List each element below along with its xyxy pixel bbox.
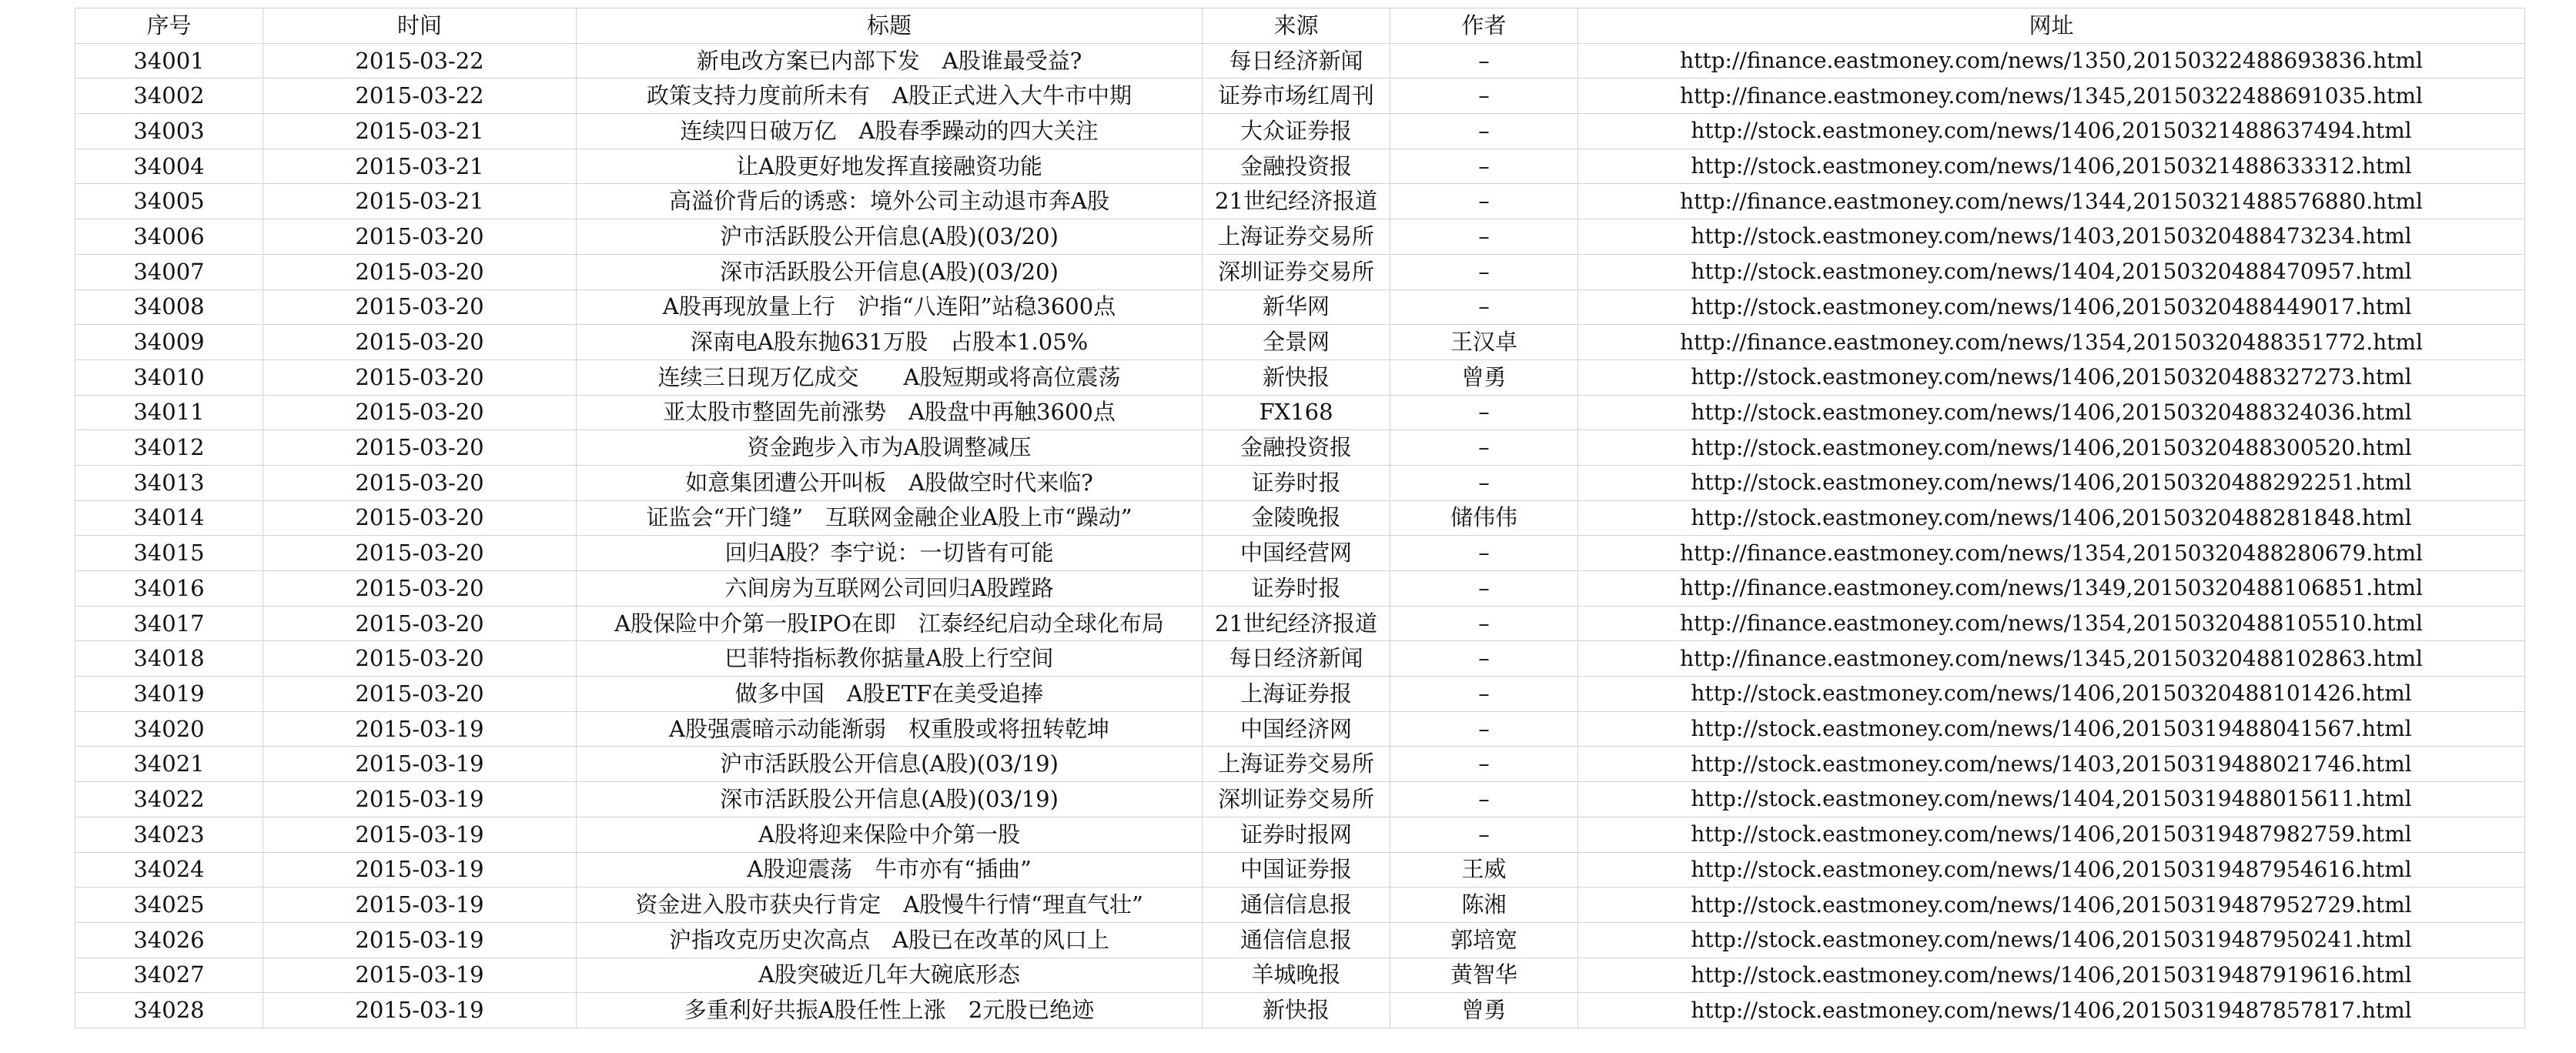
cell-time: 2015-03-21	[263, 114, 577, 149]
cell-author: 黄智华	[1390, 958, 1578, 993]
header-source: 来源	[1203, 8, 1390, 44]
cell-url: http://stock.eastmoney.com/news/1406,20150319488041567.html	[1578, 711, 2525, 747]
table-row	[75, 289, 2525, 325]
cell-id: 34006	[75, 219, 263, 255]
cell-source: 新快报	[1203, 993, 1390, 1028]
cell-url: http://stock.eastmoney.com/news/1406,20150320488292251.html	[1578, 465, 2525, 500]
table-row	[75, 219, 2525, 255]
cell-time: 2015-03-19	[263, 817, 577, 852]
table-row	[75, 536, 2525, 571]
table-row	[75, 852, 2525, 888]
cell-url: http://stock.eastmoney.com/news/1404,20150319488015611.html	[1578, 782, 2525, 817]
cell-author: –	[1390, 254, 1578, 289]
header-title: 标题	[577, 8, 1203, 44]
cell-title: 沪市活跃股公开信息(A股)(03/20)	[577, 219, 1203, 255]
cell-url: http://finance.eastmoney.com/news/1349,20150320488106851.html	[1578, 571, 2525, 607]
cell-time: 2015-03-20	[263, 430, 577, 466]
table-row	[75, 359, 2525, 395]
cell-url: http://stock.eastmoney.com/news/1406,20150321488637494.html	[1578, 114, 2525, 149]
cell-author: 陈湘	[1390, 888, 1578, 923]
cell-id: 34011	[75, 395, 263, 430]
cell-title: 多重利好共振A股任性上涨 2元股已绝迹	[577, 993, 1203, 1028]
cell-id: 34020	[75, 711, 263, 747]
cell-author: 王汉卓	[1390, 325, 1578, 360]
table-row	[75, 184, 2525, 219]
cell-url: http://finance.eastmoney.com/news/1354,20150320488280679.html	[1578, 536, 2525, 571]
cell-time: 2015-03-21	[263, 184, 577, 219]
cell-source: 证券时报	[1203, 571, 1390, 607]
cell-id: 34024	[75, 852, 263, 888]
cell-url: http://finance.eastmoney.com/news/1354,20150320488105510.html	[1578, 606, 2525, 641]
table-row	[75, 43, 2525, 79]
cell-id: 34017	[75, 606, 263, 641]
cell-time: 2015-03-20	[263, 219, 577, 255]
cell-source: 深圳证券交易所	[1203, 254, 1390, 289]
cell-url: http://stock.eastmoney.com/news/1403,20150320488473234.html	[1578, 219, 2525, 255]
cell-time: 2015-03-20	[263, 641, 577, 677]
cell-title: 连续四日破万亿 A股春季躁动的四大关注	[577, 114, 1203, 149]
cell-author: –	[1390, 149, 1578, 184]
cell-id: 34005	[75, 184, 263, 219]
header-url: 网址	[1578, 8, 2525, 44]
header-time: 时间	[263, 8, 577, 44]
cell-url: http://stock.eastmoney.com/news/1406,20150319487919616.html	[1578, 958, 2525, 993]
cell-title: 连续三日现万亿成交 A股短期或将高位震荡	[577, 359, 1203, 395]
cell-author: –	[1390, 465, 1578, 500]
cell-url: http://stock.eastmoney.com/news/1406,20150319487952729.html	[1578, 888, 2525, 923]
cell-id: 34002	[75, 79, 263, 114]
cell-author: 曾勇	[1390, 993, 1578, 1028]
cell-id: 34014	[75, 500, 263, 536]
cell-title: A股强震暗示动能渐弱 权重股或将扭转乾坤	[577, 711, 1203, 747]
cell-source: FX168	[1203, 395, 1390, 430]
cell-title: 回归A股？李宁说：一切皆有可能	[577, 536, 1203, 571]
cell-author: 曾勇	[1390, 359, 1578, 395]
table-row	[75, 817, 2525, 852]
cell-id: 34018	[75, 641, 263, 677]
cell-id: 34026	[75, 922, 263, 958]
cell-title: 沪市活跃股公开信息(A股)(03/19)	[577, 747, 1203, 782]
cell-id: 34004	[75, 149, 263, 184]
table-row	[75, 395, 2525, 430]
cell-id: 34016	[75, 571, 263, 607]
cell-time: 2015-03-20	[263, 465, 577, 500]
cell-source: 金融投资报	[1203, 430, 1390, 466]
cell-id: 34025	[75, 888, 263, 923]
cell-author: 王威	[1390, 852, 1578, 888]
cell-id: 34003	[75, 114, 263, 149]
cell-url: http://stock.eastmoney.com/news/1406,20150320488327273.html	[1578, 359, 2525, 395]
cell-author: –	[1390, 289, 1578, 325]
cell-time: 2015-03-19	[263, 993, 577, 1028]
cell-source: 上海证券交易所	[1203, 747, 1390, 782]
cell-source: 上海证券交易所	[1203, 219, 1390, 255]
cell-url: http://stock.eastmoney.com/news/1406,20150319487857817.html	[1578, 993, 2525, 1028]
table-row	[75, 958, 2525, 993]
cell-author: –	[1390, 817, 1578, 852]
cell-time: 2015-03-19	[263, 711, 577, 747]
cell-title: A股将迎来保险中介第一股	[577, 817, 1203, 852]
cell-id: 34019	[75, 677, 263, 712]
cell-source: 新华网	[1203, 289, 1390, 325]
cell-title: 如意集团遭公开叫板 A股做空时代来临?	[577, 465, 1203, 500]
table-row	[75, 571, 2525, 607]
cell-time: 2015-03-19	[263, 922, 577, 958]
table-body	[75, 43, 2525, 1028]
table-row	[75, 993, 2525, 1028]
cell-source: 上海证券报	[1203, 677, 1390, 712]
cell-url: http://stock.eastmoney.com/news/1406,20150320488281848.html	[1578, 500, 2525, 536]
table-row	[75, 888, 2525, 923]
table-row	[75, 430, 2525, 466]
cell-source: 21世纪经济报道	[1203, 606, 1390, 641]
cell-author: –	[1390, 711, 1578, 747]
cell-source: 通信信息报	[1203, 888, 1390, 923]
cell-source: 21世纪经济报道	[1203, 184, 1390, 219]
cell-time: 2015-03-20	[263, 395, 577, 430]
cell-id: 34022	[75, 782, 263, 817]
cell-time: 2015-03-19	[263, 888, 577, 923]
table-row	[75, 149, 2525, 184]
cell-url: http://stock.eastmoney.com/news/1406,20150320488324036.html	[1578, 395, 2525, 430]
cell-id: 34012	[75, 430, 263, 466]
table-row	[75, 79, 2525, 114]
cell-title: 做多中国 A股ETF在美受追捧	[577, 677, 1203, 712]
cell-time: 2015-03-20	[263, 325, 577, 360]
cell-time: 2015-03-20	[263, 289, 577, 325]
cell-time: 2015-03-20	[263, 500, 577, 536]
cell-author: –	[1390, 536, 1578, 571]
cell-url: http://stock.eastmoney.com/news/1403,20150319488021746.html	[1578, 747, 2525, 782]
cell-id: 34010	[75, 359, 263, 395]
cell-title: 资金进入股市获央行肯定 A股慢牛行情“理直气壮”	[577, 888, 1203, 923]
cell-id: 34009	[75, 325, 263, 360]
cell-time: 2015-03-20	[263, 677, 577, 712]
cell-author: 郭培宽	[1390, 922, 1578, 958]
cell-id: 34021	[75, 747, 263, 782]
cell-id: 34015	[75, 536, 263, 571]
cell-title: A股突破近几年大碗底形态	[577, 958, 1203, 993]
cell-source: 深圳证券交易所	[1203, 782, 1390, 817]
cell-url: http://finance.eastmoney.com/news/1345,20150322488691035.html	[1578, 79, 2525, 114]
cell-time: 2015-03-20	[263, 606, 577, 641]
cell-time: 2015-03-20	[263, 359, 577, 395]
cell-title: 亚太股市整固先前涨势 A股盘中再触3600点	[577, 395, 1203, 430]
cell-time: 2015-03-19	[263, 852, 577, 888]
cell-title: A股迎震荡 牛市亦有“插曲”	[577, 852, 1203, 888]
cell-title: 资金跑步入市为A股调整减压	[577, 430, 1203, 466]
cell-time: 2015-03-20	[263, 254, 577, 289]
cell-source: 证券时报	[1203, 465, 1390, 500]
cell-source: 羊城晚报	[1203, 958, 1390, 993]
cell-author: –	[1390, 641, 1578, 677]
cell-title: 深市活跃股公开信息(A股)(03/19)	[577, 782, 1203, 817]
cell-title: 沪指攻克历史次高点 A股已在改革的风口上	[577, 922, 1203, 958]
cell-title: 政策支持力度前所未有 A股正式进入大牛市中期	[577, 79, 1203, 114]
header-id: 序号	[75, 8, 263, 44]
cell-author: –	[1390, 395, 1578, 430]
cell-source: 中国证券报	[1203, 852, 1390, 888]
cell-source: 通信信息报	[1203, 922, 1390, 958]
cell-id: 34027	[75, 958, 263, 993]
cell-source: 中国经济网	[1203, 711, 1390, 747]
cell-id: 34001	[75, 43, 263, 79]
cell-time: 2015-03-22	[263, 79, 577, 114]
cell-author: –	[1390, 79, 1578, 114]
cell-source: 新快报	[1203, 359, 1390, 395]
cell-url: http://stock.eastmoney.com/news/1406,20150319487954616.html	[1578, 852, 2525, 888]
cell-source: 每日经济新闻	[1203, 641, 1390, 677]
cell-title: 巴菲特指标教你掂量A股上行空间	[577, 641, 1203, 677]
news-table	[75, 8, 2525, 1028]
cell-author: –	[1390, 184, 1578, 219]
table-row	[75, 500, 2525, 536]
cell-title: 深市活跃股公开信息(A股)(03/20)	[577, 254, 1203, 289]
cell-id: 34007	[75, 254, 263, 289]
cell-source: 证券市场红周刊	[1203, 79, 1390, 114]
table-row	[75, 465, 2525, 500]
cell-time: 2015-03-19	[263, 782, 577, 817]
cell-title: A股再现放量上行 沪指“八连阳”站稳3600点	[577, 289, 1203, 325]
cell-url: http://finance.eastmoney.com/news/1344,20150321488576880.html	[1578, 184, 2525, 219]
table-row	[75, 606, 2525, 641]
cell-title: 新电改方案已内部下发 A股谁最受益?	[577, 43, 1203, 79]
table-row	[75, 254, 2525, 289]
cell-author: –	[1390, 782, 1578, 817]
cell-time: 2015-03-22	[263, 43, 577, 79]
cell-url: http://stock.eastmoney.com/news/1406,20150320488101426.html	[1578, 677, 2525, 712]
cell-url: http://stock.eastmoney.com/news/1406,20150319487982759.html	[1578, 817, 2525, 852]
cell-url: http://stock.eastmoney.com/news/1406,20150319487950241.html	[1578, 922, 2525, 958]
cell-source: 大众证券报	[1203, 114, 1390, 149]
cell-title: 高溢价背后的诱惑：境外公司主动退市奔A股	[577, 184, 1203, 219]
cell-id: 34028	[75, 993, 263, 1028]
cell-author: 储伟伟	[1390, 500, 1578, 536]
header-author: 作者	[1390, 8, 1578, 44]
cell-title: 让A股更好地发挥直接融资功能	[577, 149, 1203, 184]
table-row	[75, 711, 2525, 747]
cell-time: 2015-03-20	[263, 571, 577, 607]
cell-source: 金融投资报	[1203, 149, 1390, 184]
table-row	[75, 782, 2525, 817]
table-row	[75, 325, 2525, 360]
cell-author: –	[1390, 571, 1578, 607]
cell-author: –	[1390, 219, 1578, 255]
table-row	[75, 641, 2525, 677]
cell-author: –	[1390, 114, 1578, 149]
cell-title: A股保险中介第一股IPO在即 江泰经纪启动全球化布局	[577, 606, 1203, 641]
table-row	[75, 747, 2525, 782]
cell-author: –	[1390, 677, 1578, 712]
cell-time: 2015-03-21	[263, 149, 577, 184]
cell-title: 深南电A股东抛631万股 占股本1.05%	[577, 325, 1203, 360]
cell-url: http://stock.eastmoney.com/news/1406,20150321488633312.html	[1578, 149, 2525, 184]
cell-id: 34013	[75, 465, 263, 500]
cell-author: –	[1390, 430, 1578, 466]
cell-source: 全景网	[1203, 325, 1390, 360]
cell-source: 每日经济新闻	[1203, 43, 1390, 79]
table-row	[75, 677, 2525, 712]
cell-url: http://finance.eastmoney.com/news/1345,20150320488102863.html	[1578, 641, 2525, 677]
cell-url: http://stock.eastmoney.com/news/1404,20150320488470957.html	[1578, 254, 2525, 289]
cell-url: http://finance.eastmoney.com/news/1354,20150320488351772.html	[1578, 325, 2525, 360]
cell-time: 2015-03-19	[263, 958, 577, 993]
cell-source: 金陵晚报	[1203, 500, 1390, 536]
table-row	[75, 114, 2525, 149]
cell-title: 证监会“开门缝” 互联网金融企业A股上市“躁动”	[577, 500, 1203, 536]
table-row	[75, 922, 2525, 958]
cell-id: 34023	[75, 817, 263, 852]
cell-time: 2015-03-19	[263, 747, 577, 782]
cell-author: –	[1390, 606, 1578, 641]
cell-time: 2015-03-20	[263, 536, 577, 571]
cell-url: http://stock.eastmoney.com/news/1406,20150320488300520.html	[1578, 430, 2525, 466]
header-row	[75, 8, 2525, 44]
cell-source: 证券时报网	[1203, 817, 1390, 852]
cell-url: http://finance.eastmoney.com/news/1350,20150322488693836.html	[1578, 43, 2525, 79]
cell-author: –	[1390, 43, 1578, 79]
cell-title: 六间房为互联网公司回归A股蹚路	[577, 571, 1203, 607]
cell-id: 34008	[75, 289, 263, 325]
cell-source: 中国经营网	[1203, 536, 1390, 571]
cell-author: –	[1390, 747, 1578, 782]
cell-url: http://stock.eastmoney.com/news/1406,20150320488449017.html	[1578, 289, 2525, 325]
